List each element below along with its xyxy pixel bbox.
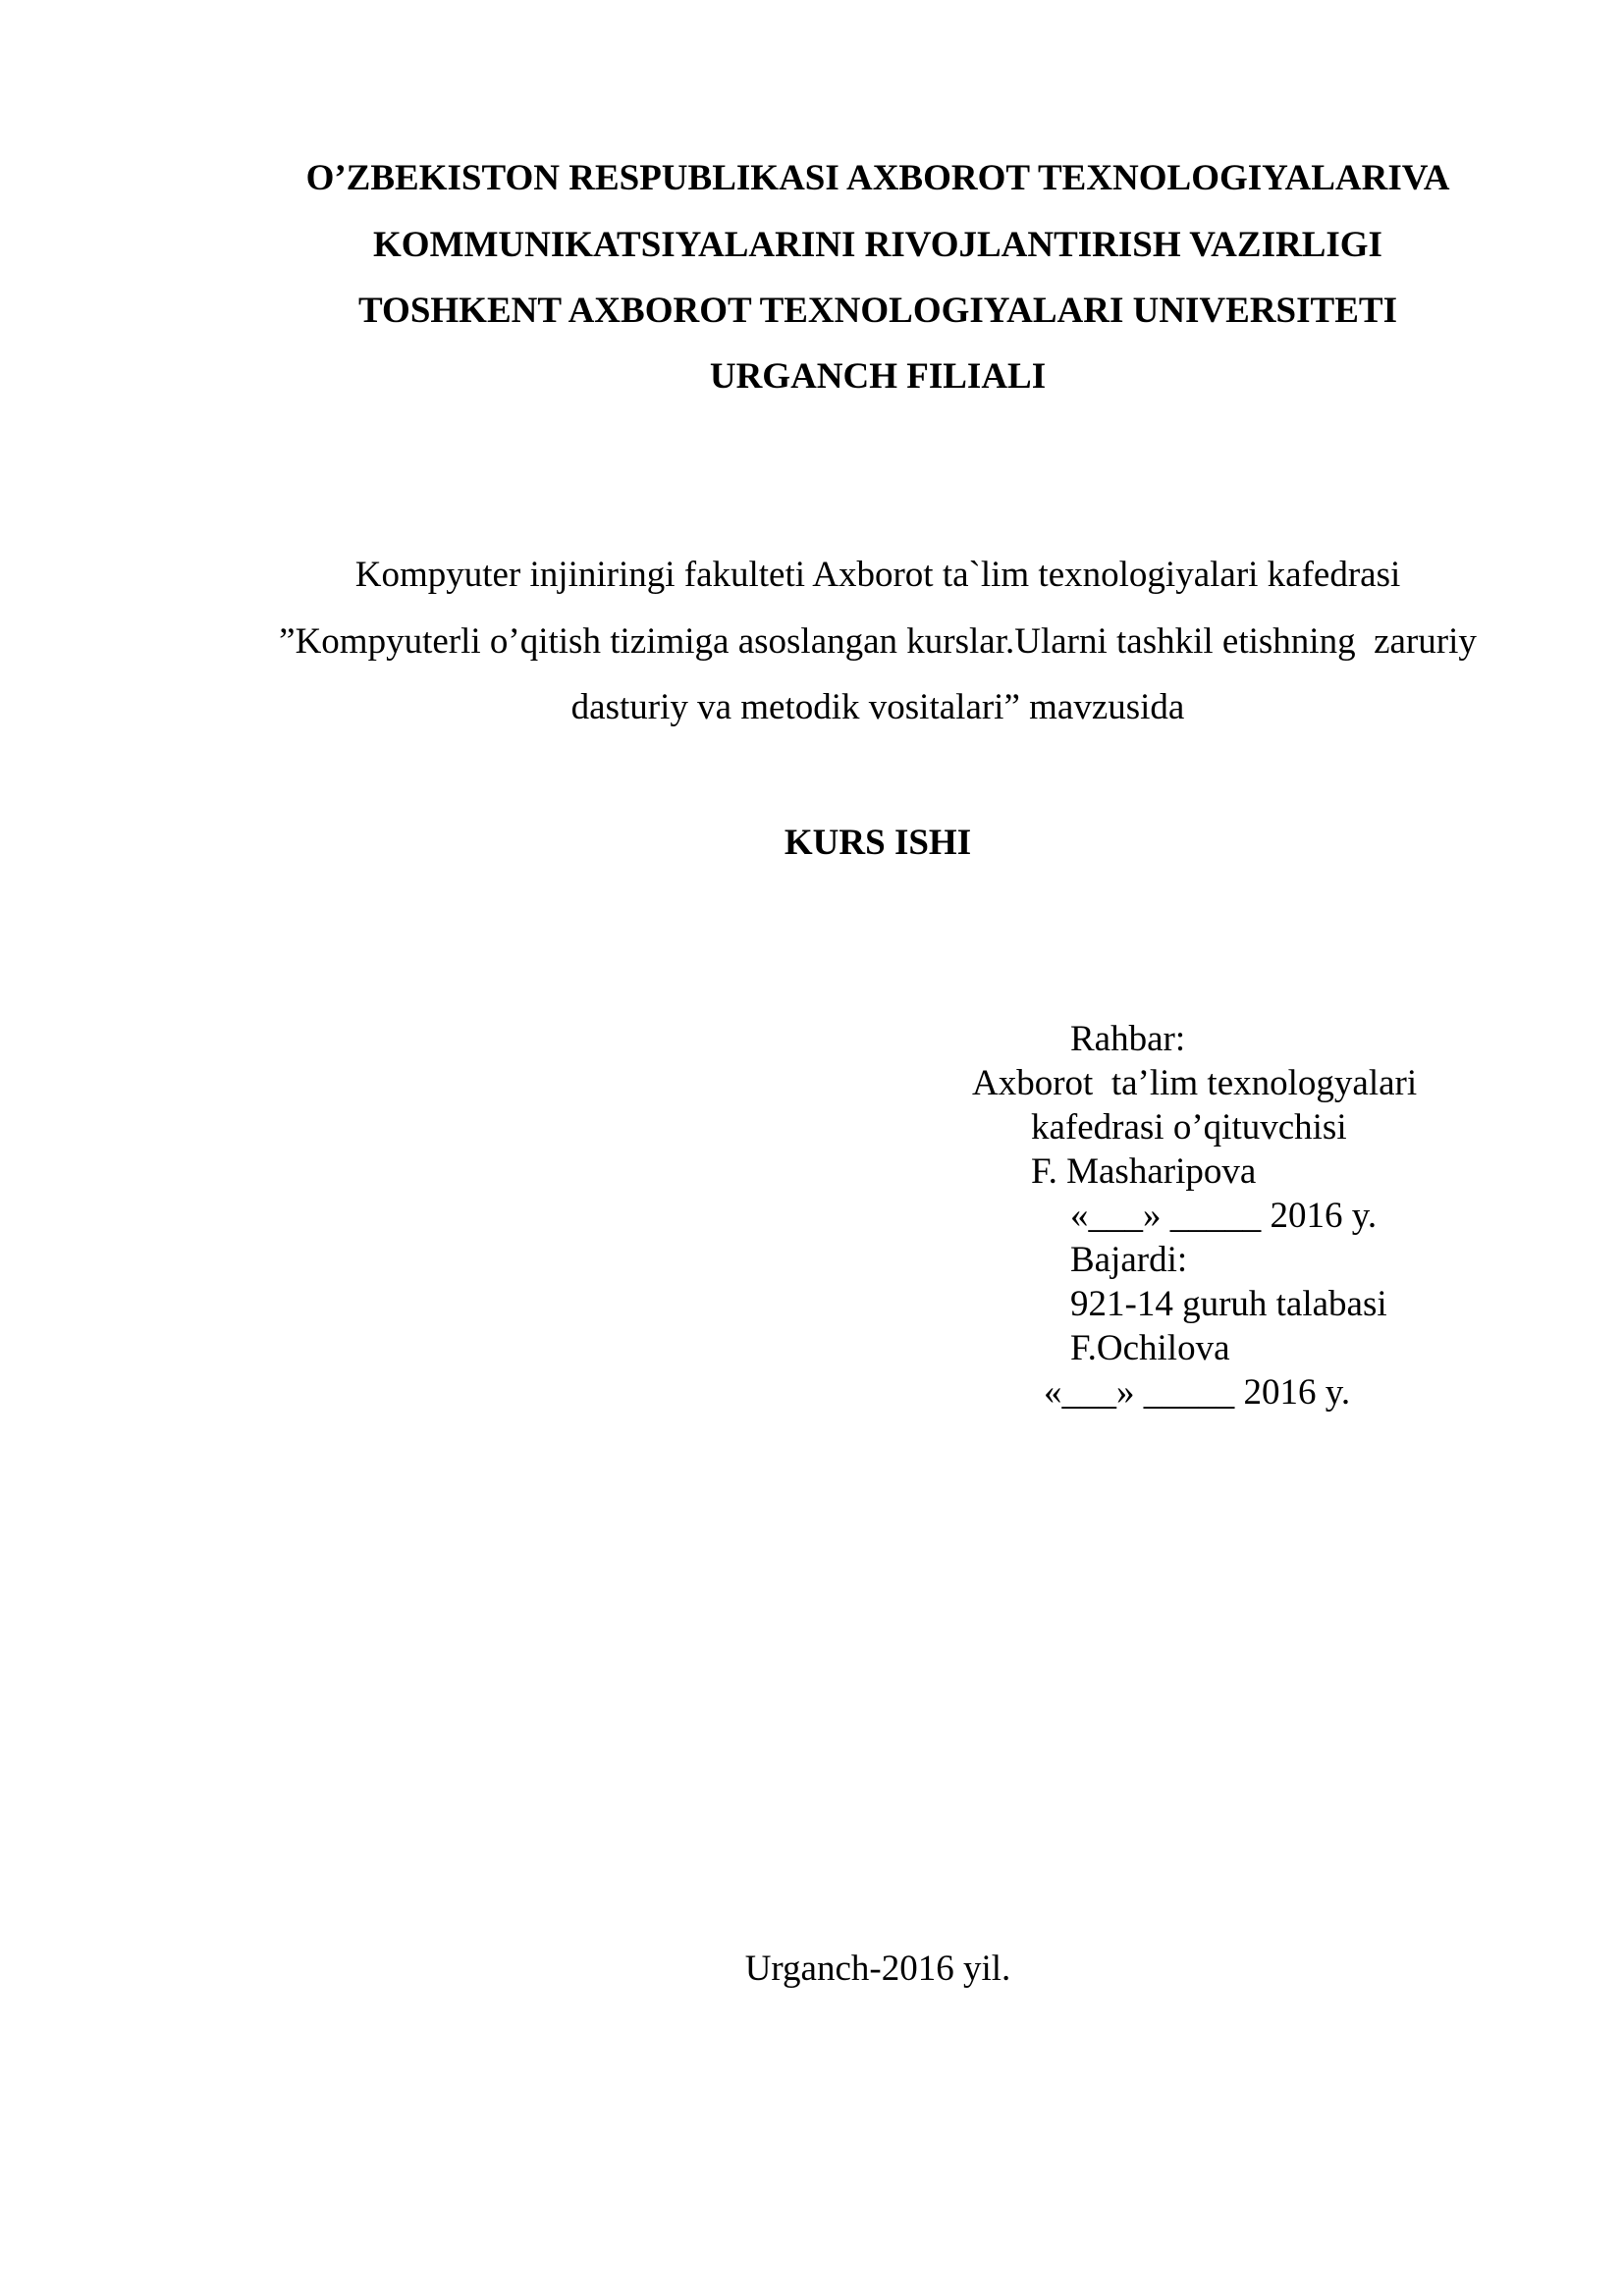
document-title: KURS ISHI	[784, 823, 972, 863]
header-ministry-line2: KOMMUNIKATSIYALARINI RIVOJLANTIRISH VAZIRLIGI	[373, 225, 1382, 265]
header-ministry-line1: O’ZBEKISTON RESPUBLIKASI AXBOROT TEXNOLOGIYALARIVA	[305, 158, 1450, 198]
student-name: F.Ochilova	[1070, 1328, 1230, 1368]
supervisor-date: «___» _____ 2016 y.	[1070, 1196, 1378, 1236]
topic-line2: dasturiy va metodik vositalari” mavzusida	[570, 687, 1185, 727]
footer-place-year: Urganch-2016 yil.	[744, 1949, 1011, 1989]
supervisor-label: Rahbar:	[1070, 1019, 1186, 1059]
faculty-department-line: Kompyuter injiniringi fakulteti Axborot ta`lim texnologiyalari kafedrasi	[354, 555, 1401, 595]
supervisor-name: F. Masharipova	[1031, 1151, 1257, 1192]
topic-line1: ”Kompyuterli o’qitish tizimiga asoslangan kurslar.Ularni tashkil etishning zaruriy	[279, 621, 1477, 662]
student-label: Bajardi:	[1070, 1240, 1188, 1280]
header-branch: URGANCH FILIALI	[709, 356, 1047, 397]
student-date: «___» _____ 2016 y.	[1044, 1372, 1351, 1413]
supervisor-department-line1: Axborot ta’lim texnologyalari	[972, 1063, 1418, 1103]
student-group: 921-14 guruh talabasi	[1070, 1284, 1387, 1324]
header-university: TOSHKENT AXBOROT TEXNOLOGIYALARI UNIVERSITETI	[358, 291, 1397, 331]
supervisor-department-line2: kafedrasi o’qituvchisi	[1031, 1107, 1347, 1148]
